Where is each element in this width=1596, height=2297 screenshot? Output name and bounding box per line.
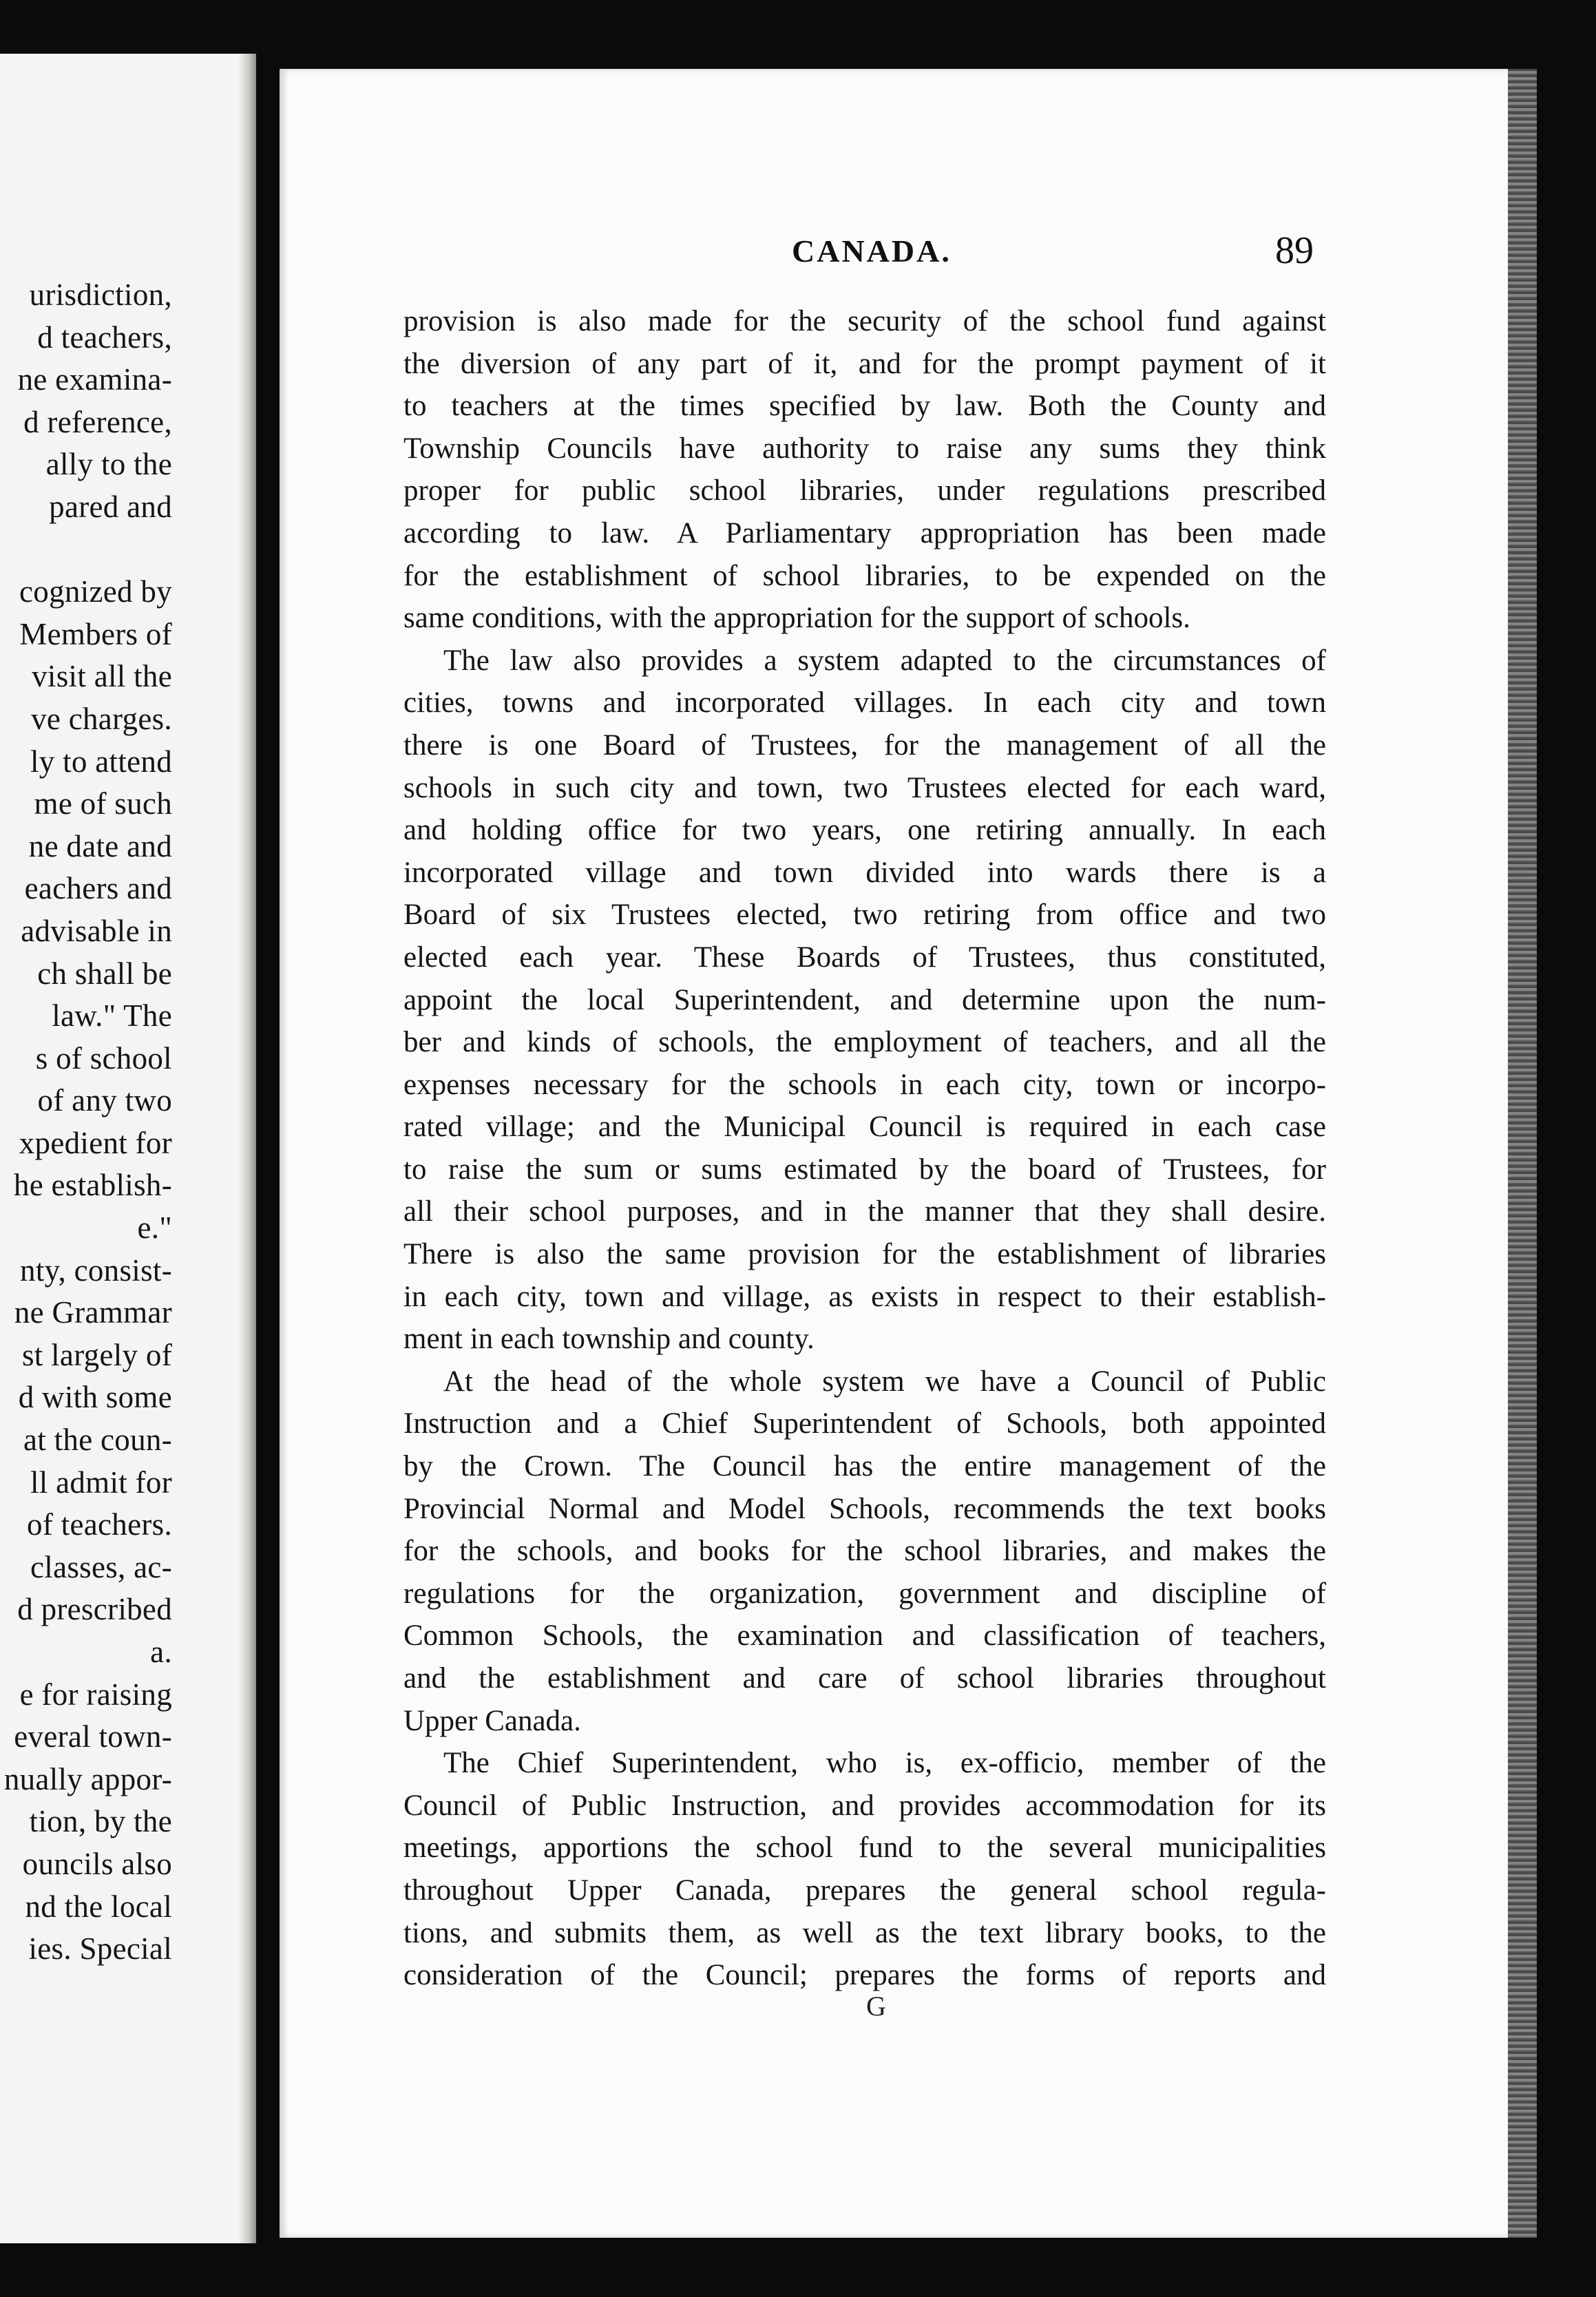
text-line: Township Councils have authority to raise any sums they think <box>403 432 1326 465</box>
text-line: there is one Board of Trustees, for the management of all the <box>403 728 1326 762</box>
facing-page-line: visit all the <box>32 659 172 694</box>
running-head: CANADA. <box>792 233 952 269</box>
text-line: Council of Public Instruction, and provides accommodation for its <box>403 1789 1326 1822</box>
facing-page-line: s of school <box>35 1040 172 1076</box>
facing-page-line: ne date and <box>28 828 172 863</box>
facing-page-line: pared and <box>49 489 172 524</box>
facing-page-line: d prescribed <box>17 1592 172 1627</box>
text-line: Common Schools, the examination and classification of teachers, <box>403 1619 1326 1653</box>
text-line: by the Crown. The Council has the entire management of the <box>403 1450 1326 1483</box>
text-line: in each city, town and village, as exists in respect to their establish- <box>403 1280 1326 1313</box>
facing-page-line: at the coun- <box>23 1423 172 1458</box>
text-line: rated village; and the Municipal Council is required in each case <box>403 1111 1326 1144</box>
text-line: elected each year. These Boards of Trustees, thus constituted, <box>403 941 1326 974</box>
text-line: ment in each township and county. <box>403 1323 815 1356</box>
facing-page-line: ll admit for <box>30 1465 172 1500</box>
facing-page-line: Members of <box>19 616 172 651</box>
text-line: expenses necessary for the schools in each city, town or incorpo- <box>403 1068 1326 1101</box>
text-line: provision is also made for the security of the school fund against <box>403 305 1326 337</box>
text-line: to raise the sum or sums estimated by the board of Trustees, for <box>403 1153 1326 1186</box>
facing-page-line: ally to the <box>45 447 172 482</box>
facing-page-line: law." The <box>52 998 172 1034</box>
facing-page-line: eachers and <box>24 871 172 906</box>
facing-page-line: xpedient for <box>19 1125 172 1160</box>
text-line: the diversion of any part of it, and for the prompt payment of it <box>403 347 1326 380</box>
facing-page-line <box>0 529 172 571</box>
facing-page-line: tion, by the <box>29 1804 172 1839</box>
facing-page-line: ies. Special <box>28 1931 172 1966</box>
text-line: Board of six Trustees elected, two retiring from office and two <box>403 899 1326 932</box>
text-line: proper for public school libraries, under regulations prescribed <box>403 474 1326 507</box>
facing-page-line: e for raising <box>19 1677 172 1712</box>
facing-page-line: ouncils also <box>22 1846 172 1881</box>
facing-page-line: ne examina- <box>17 362 172 397</box>
text-line: The law also provides a system adapted to the circumstances of <box>443 644 1326 677</box>
text-line: regulations for the organization, government and discipline of <box>403 1577 1326 1610</box>
facing-page-left <box>0 54 256 2243</box>
text-line: The Chief Superintendent, who is, ex-officio, member of the <box>443 1747 1326 1780</box>
facing-page-line: d reference, <box>23 404 172 439</box>
text-line: throughout Upper Canada, prepares the general school regula- <box>403 1874 1326 1907</box>
text-line: all their school purposes, and in the manner that they shall desire. <box>403 1195 1326 1228</box>
facing-page-line: ch shall be <box>37 956 172 991</box>
text-line: tions, and submits them, as well as the text library books, to the <box>403 1916 1326 1949</box>
facing-page-line: d with some <box>18 1380 172 1415</box>
text-line: Provincial Normal and Model Schools, recommends the text books <box>403 1492 1326 1525</box>
text-line: to teachers at the times specified by law. Both the County and <box>403 390 1326 423</box>
signature-mark: G <box>866 1991 886 2022</box>
text-line: Upper Canada. <box>403 1704 581 1737</box>
facing-page-line: urisdiction, <box>29 277 172 312</box>
facing-page-line: of any two <box>37 1083 172 1118</box>
text-line: consideration of the Council; prepares the forms of reports and <box>403 1959 1326 1992</box>
text-line: same conditions, with the appropriation for the support of schools. <box>403 602 1190 635</box>
facing-page-line: a. <box>150 1635 172 1669</box>
facing-page-line: ve charges. <box>31 701 172 736</box>
text-line: appoint the local Superintendent, and determine upon the num- <box>403 983 1326 1016</box>
facing-page-line: e." <box>137 1210 172 1246</box>
text-line: for the schools, and books for the school libraries, and makes the <box>403 1535 1326 1568</box>
facing-page-line: ly to attend <box>30 744 172 779</box>
text-line: meetings, apportions the school fund to the several municipalities <box>403 1832 1326 1865</box>
facing-page-line: classes, ac- <box>30 1549 172 1584</box>
facing-page-line: nually appor- <box>3 1761 172 1796</box>
text-line: cities, towns and incorporated villages. In each city and town <box>403 686 1326 720</box>
text-line: incorporated village and town divided into wards there is a <box>403 856 1326 889</box>
facing-page-line: he establish- <box>13 1168 172 1203</box>
text-line: There is also the same provision for the establishment of libraries <box>403 1238 1326 1271</box>
text-line: and the establishment and care of school libraries throughout <box>403 1662 1326 1695</box>
text-line: and holding office for two years, one retiring annually. In each <box>403 814 1326 847</box>
facing-page-line: cognized by <box>19 574 172 609</box>
text-line: according to law. A Parliamentary appropriation has been made <box>403 516 1326 549</box>
facing-page-line: me of such <box>34 786 172 821</box>
text-line: schools in such city and town, two Trustees elected for each ward, <box>403 771 1326 804</box>
page-number: 89 <box>1275 229 1314 272</box>
facing-page-line: st largely of <box>21 1337 172 1372</box>
facing-page-line: nty, consist- <box>20 1252 172 1288</box>
facing-page-line: advisable in <box>21 913 172 948</box>
text-line: ber and kinds of schools, the employment of teachers, and all the <box>403 1026 1326 1059</box>
facing-page-line: everal town- <box>14 1719 172 1754</box>
facing-page-line: of teachers. <box>27 1507 172 1542</box>
facing-page-text <box>0 274 256 1971</box>
text-line: for the establishment of school libraries, to be expended on the <box>403 559 1326 592</box>
page-gutter-shadow <box>238 54 256 2243</box>
text-line: Instruction and a Chief Superintendent of Schools, both appointed <box>403 1407 1326 1440</box>
facing-page-line: d teachers, <box>37 319 172 355</box>
facing-page-line: ne Grammar <box>14 1295 172 1330</box>
page-edge-stack <box>1508 69 1537 2238</box>
facing-page-line: nd the local <box>25 1889 172 1924</box>
text-line: At the head of the whole system we have a Council of Public <box>443 1365 1326 1398</box>
body-text <box>403 300 1326 1997</box>
